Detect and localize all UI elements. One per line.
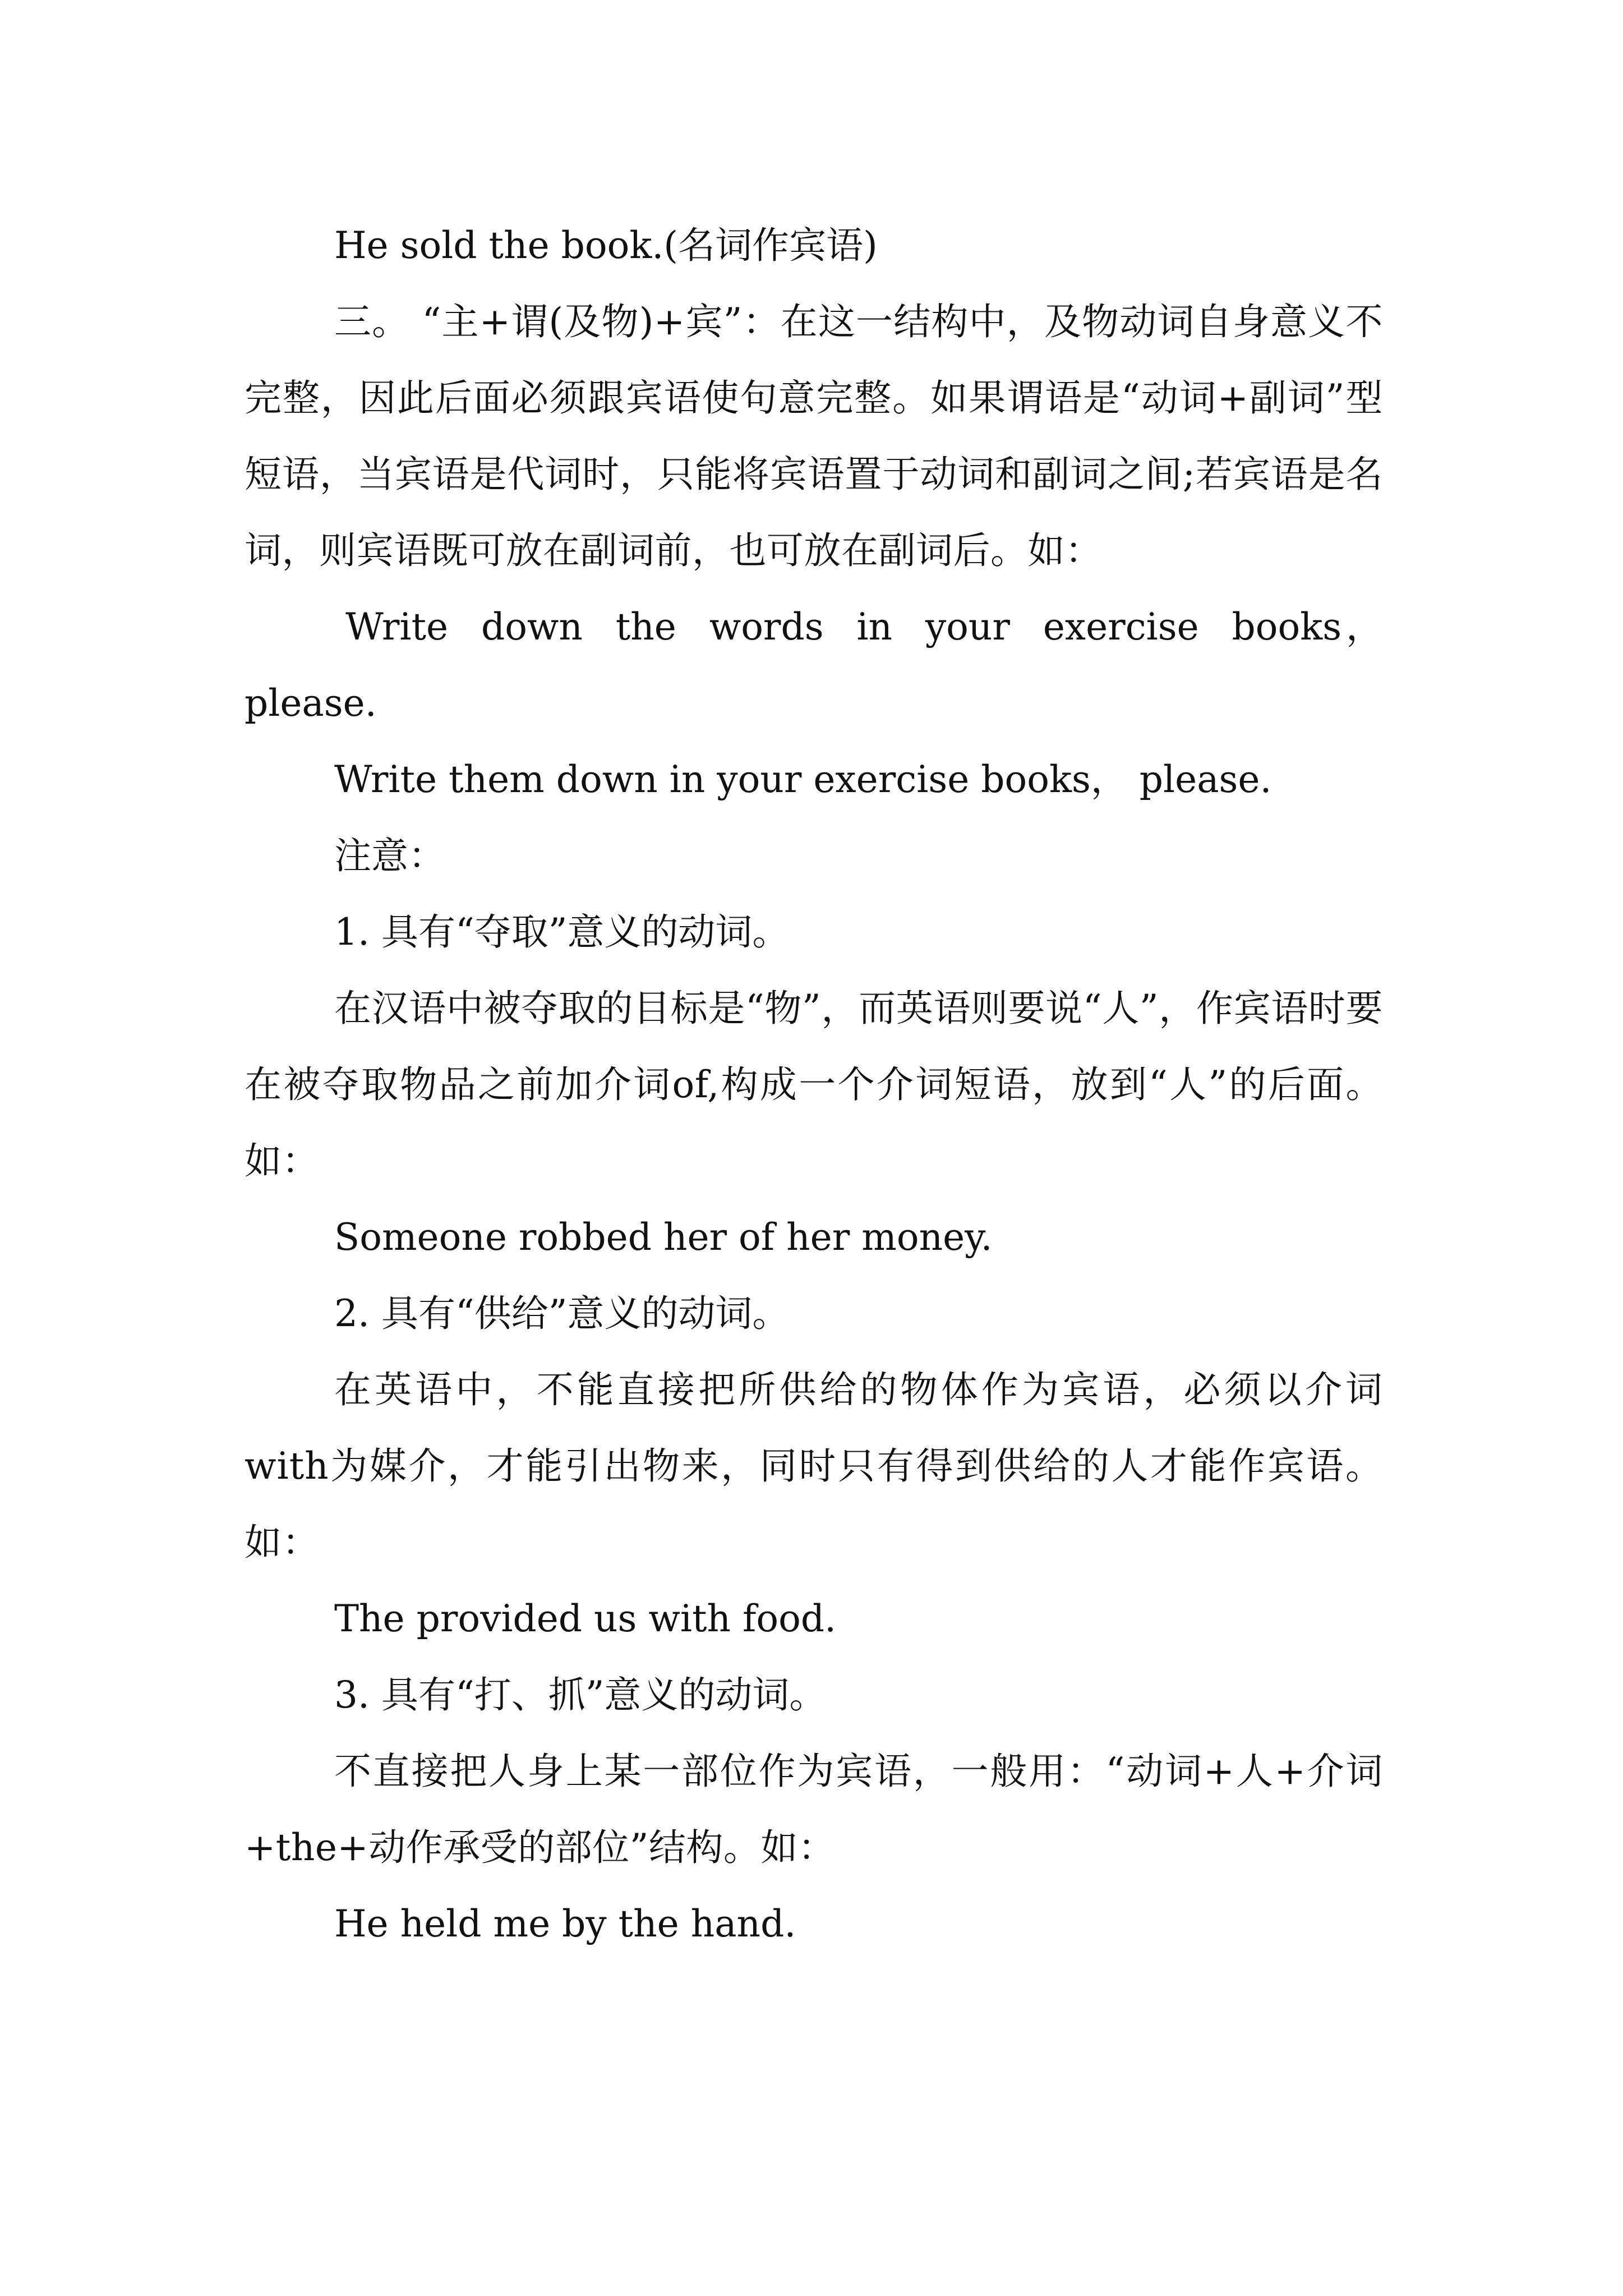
- note-item-title: 3. 具有“打、抓”意义的动词。: [334, 1673, 827, 1717]
- document-body: [245, 208, 1383, 1962]
- example-sentence: Write them down in your exercise books， please.: [334, 758, 1272, 801]
- note-heading: 注意：: [334, 834, 445, 877]
- example-sentence: Write down the words in your exercise books，please.: [245, 605, 1383, 725]
- note-item-title: 1. 具有“夺取”意义的动词。: [334, 910, 790, 954]
- section-three-paragraph: 三。 “主+谓(及物)+宾”：在这一结构中，及物动词自身意义不完整，因此后面必须跟宾语使句意完整。如果谓语是“动词+副词”型短语，当宾语是代词时，只能将宾语置于动词和副词之间;若宾语是名词，则宾语既可放在副词前，也可放在副词后。如：: [245, 300, 1383, 572]
- note-item-title: 2. 具有“供给”意义的动词。: [334, 1292, 790, 1335]
- note-item-body: 在汉语中被夺取的目标是“物”，而英语则要说“人”，作宾语时要在被夺取物品之前加介词of,构成一个介词短语，放到“人”的后面。如：: [245, 987, 1383, 1182]
- note-item-body: 不直接把人身上某一部位作为宾语，一般用：“动词+人+介词+the+动作承受的部位”结构。如：: [245, 1750, 1383, 1869]
- note-item-body: 在英语中，不能直接把所供给的物体作为宾语，必须以介词with为媒介，才能引出物来，同时只有得到供给的人才能作宾语。如：: [245, 1368, 1383, 1564]
- example-sentence: He held me by the hand.: [334, 1902, 796, 1945]
- example-sentence: Someone robbed her of her money.: [334, 1216, 993, 1259]
- example-sentence: The provided us with food.: [334, 1597, 837, 1640]
- example-sentence: He sold the book.(名词作宾语): [334, 224, 878, 267]
